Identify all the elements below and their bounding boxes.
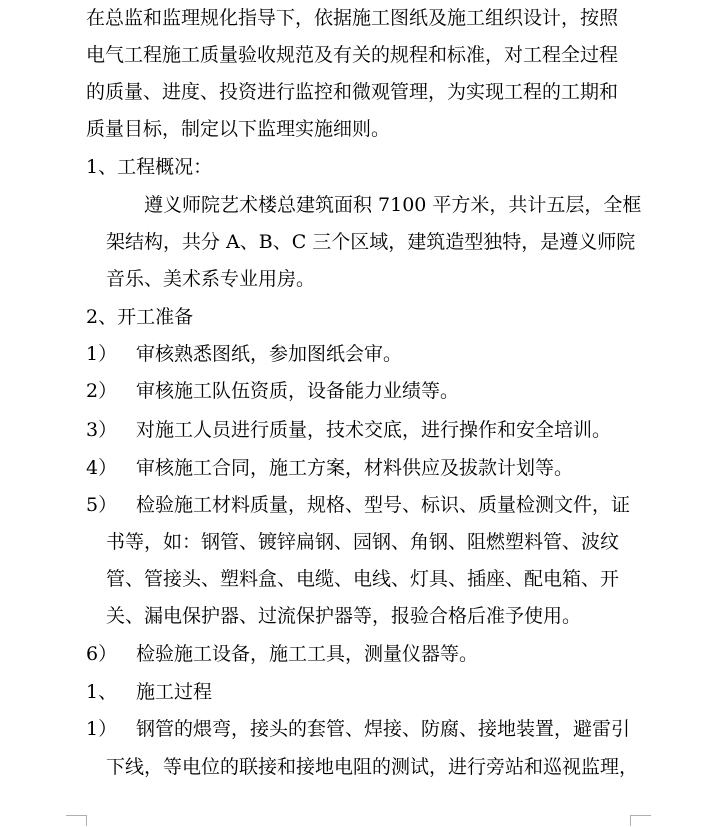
heading-project-overview: 1、工程概况： bbox=[86, 156, 213, 178]
prep-item-5-line-4: 关、漏电保护器、过流保护器等，报验合格后准予使用。 bbox=[106, 605, 582, 627]
process-item-1-line-2: 下线，等电位的联接和接地电阻的测试，进行旁站和巡视监理， bbox=[106, 756, 639, 778]
prep-item-number: 3） bbox=[86, 419, 118, 441]
intro-line-2: 电气工程施工质量验收规范及有关的规程和标准，对工程全过程 bbox=[86, 44, 619, 66]
intro-line-3: 的质量、进度、投资进行监控和微观管理，为实现工程的工期和 bbox=[86, 81, 619, 103]
prep-item-text: 审核施工合同，施工方案，材料供应及拔款计划等。 bbox=[136, 457, 574, 479]
prep-item-number: 5） bbox=[86, 494, 118, 516]
intro-line-1: 在总监和监理规化指导下，依据施工图纸及施工组织设计，按照 bbox=[86, 7, 619, 29]
process-item-text: 钢管的煨弯，接头的套管、焊接、防腐、接地装置，避雷引 bbox=[136, 718, 631, 740]
prep-item-5-line-2: 书等，如：钢管、镀锌扁钢、园钢、角钢、阻燃塑料管、波纹 bbox=[106, 531, 620, 553]
prep-item-number: 6） bbox=[86, 643, 118, 665]
heading-start-prep: 2、开工准备 bbox=[86, 306, 194, 328]
prep-item-text: 检验施工材料质量，规格、型号、标识、质量检测文件，证 bbox=[136, 494, 631, 516]
heading-text: 施工过程 bbox=[136, 681, 213, 703]
intro-line-4: 质量目标，制定以下监理实施细则。 bbox=[86, 118, 391, 140]
crop-mark-left bbox=[66, 815, 87, 826]
prep-item-text: 检验施工设备，施工工具，测量仪器等。 bbox=[136, 643, 479, 665]
prep-item-text: 审核施工队伍资质，设备能力业绩等。 bbox=[136, 380, 460, 402]
heading-number: 1、 bbox=[86, 681, 118, 703]
prep-item-number: 2） bbox=[86, 380, 118, 402]
overview-line-1: 遵义师院艺术楼总建筑面积 7100 平方米，共计五层，全框 bbox=[144, 194, 642, 216]
prep-item-text: 审核熟悉图纸，参加图纸会审。 bbox=[136, 343, 403, 365]
crop-mark-right bbox=[630, 815, 651, 826]
overview-line-3: 音乐、美术系专业用房。 bbox=[106, 268, 316, 290]
prep-item-5-line-3: 管、管接头、塑料盒、电缆、电线、灯具、插座、配电箱、开 bbox=[106, 568, 620, 590]
prep-item-text: 对施工人员进行质量，技术交底，进行操作和安全培训。 bbox=[136, 419, 612, 441]
overview-line-2: 架结构，共分 A、B、C 三个区域，建筑造型独特，是遵义师院 bbox=[106, 231, 636, 253]
prep-item-number: 1） bbox=[86, 343, 118, 365]
prep-item-number: 4） bbox=[86, 457, 118, 479]
process-item-number: 1） bbox=[86, 718, 118, 740]
